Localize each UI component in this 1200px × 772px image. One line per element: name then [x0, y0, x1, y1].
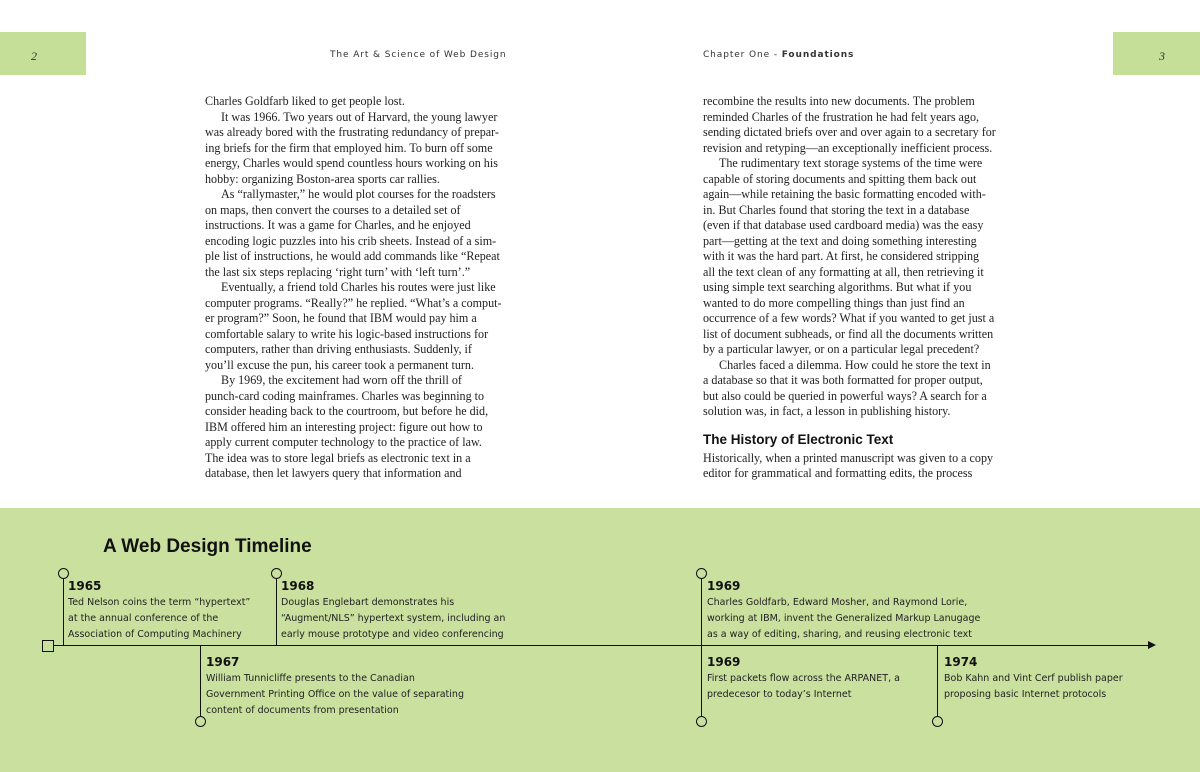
text-line: hobby: organizing Boston-area sports car rallies. [205, 171, 440, 186]
event-year: 1969 [707, 579, 741, 593]
timeline-stem [937, 646, 938, 716]
text-line: consider heading back to the courtroom, but before he did, [205, 404, 489, 418]
text-line: Historically, when a printed manuscript was given to a copy [703, 450, 994, 465]
timeline-start-square-icon [42, 640, 54, 652]
text-line: you’ll excuse the pun, his career took a permanent turn. [205, 357, 474, 372]
event-line: Charles Goldfarb, Edward Mosher, and Raymond Lorie, [707, 597, 968, 608]
event-line: First packets flow across the ARPANET, a [707, 673, 900, 684]
page-number-left: 2 [31, 49, 37, 63]
text-line: ing briefs for the firm that employed him. To burn off some [205, 140, 493, 155]
event-year: 1974 [944, 655, 978, 669]
event-line: Association of Computing Machinery [68, 629, 242, 640]
text-line: all the text clean of any formatting at all, then retrieving it [703, 264, 984, 279]
timeline-stem [200, 646, 201, 716]
text-line: (even if that database used cardboard media) was the easy [703, 218, 984, 232]
text-line: but also could be queried in powerful ways? A search for a [703, 388, 987, 403]
text-line: Charles faced a dilemma. How could he store the text in [719, 357, 991, 372]
event-line: Bob Kahn and Vint Cerf publish paper [944, 673, 1123, 684]
event-year: 1968 [281, 579, 315, 593]
timeline-event-1968 [281, 578, 505, 643]
text-line: computers, rather than driving enthusiasts. Suddenly, if [205, 342, 472, 356]
text-line: The idea was to store legal briefs as electronic text in a [205, 450, 471, 465]
text-line: the last six steps replacing ‘right turn’ with ‘left turn’.” [205, 264, 471, 279]
event-line: William Tunnicliffe presents to the Canadian [206, 673, 415, 684]
text-line: on maps, then convert the courses to a detailed set of [205, 202, 461, 217]
text-line: computer programs. “Really?” he replied. “What’s a comput- [205, 295, 502, 310]
text-line: capable of storing documents and spitting them back out [703, 171, 977, 186]
text-line: instructions. It was a game for Charles, and he enjoyed [205, 218, 471, 232]
text-line: was already bored with the frustrating redundancy of prepar- [205, 125, 499, 139]
text-line: It was 1966. Two years out of Harvard, the young lawyer [221, 109, 498, 124]
timeline-event-1969-arpanet [707, 654, 900, 703]
page-tab-left [0, 32, 86, 75]
text-line: sending dictated briefs over and over again to a secretary for [703, 125, 996, 139]
text-line: Charles Goldfarb liked to get people lost. [205, 94, 405, 108]
timeline-event-1965 [68, 578, 250, 643]
text-line: IBM offered him an interesting project: figure out how to [205, 419, 483, 434]
running-head-chapter: Chapter One - [703, 50, 782, 60]
page-tab-right [1113, 32, 1200, 75]
timeline-marker-icon [696, 568, 707, 579]
text-line: in. But Charles found that storing the text in a database [703, 202, 970, 217]
text-line: comfortable salary to write his logic-based instructions for [205, 326, 489, 341]
event-line: at the annual conference of the [68, 613, 219, 624]
event-line: Ted Nelson coins the term “hypertext” [68, 597, 251, 608]
event-line: content of documents from presentation [206, 705, 399, 716]
timeline-marker-icon [195, 716, 206, 727]
event-line: as a way of editing, sharing, and reusing electronic text [707, 629, 972, 640]
running-head-section: Foundations [781, 50, 855, 60]
text-line: Eventually, a friend told Charles his routes were just like [221, 280, 496, 294]
event-line: early mouse prototype and video conferencing [281, 629, 504, 640]
text-line: By 1969, the excitement had worn off the thrill of [221, 373, 462, 387]
text-line: recombine the results into new documents. The problem [703, 94, 975, 108]
timeline-arrow-icon [1148, 641, 1156, 649]
text-line: punch-card coding mainframes. Charles was beginning to [205, 388, 485, 403]
text-line: by a particular lawyer, or on a particular legal precedent? [703, 342, 980, 356]
text-line: revision and retyping—an exceptionally inefficient process. [703, 140, 993, 155]
timeline-stem [701, 646, 702, 716]
timeline-stem [701, 579, 702, 645]
text-line: energy, Charles would spend countless hours working on his [205, 156, 498, 170]
right-body-column [703, 94, 1003, 482]
event-line: working at IBM, invent the Generalized Markup Lanugage [707, 613, 981, 624]
page-number-right: 3 [1159, 49, 1165, 63]
running-head-right [703, 50, 854, 60]
text-line: again—while retaining the basic formatting encoded with- [703, 187, 986, 201]
event-year: 1969 [707, 655, 741, 669]
timeline-event-1974 [944, 654, 1123, 703]
timeline-event-1969-gml [707, 578, 980, 643]
left-body-column [205, 94, 501, 482]
timeline-stem [63, 579, 64, 645]
text-line: with it was the hard part. At first, he considered stripping [703, 249, 980, 263]
text-line: database, then let lawyers query that information and [205, 466, 462, 480]
event-line: Government Printing Office on the value of separating [206, 689, 464, 700]
text-line: ple list of instructions, he would add commands like “Repeat [205, 249, 500, 263]
event-line: “Augment/NLS” hypertext system, including an [281, 613, 506, 624]
text-line: er program?” Soon, he found that IBM would pay him a [205, 311, 477, 325]
running-head-left: The Art & Science of Web Design [330, 50, 507, 60]
text-line: part—getting at the text and doing something interesting [703, 233, 977, 248]
text-line: editor for grammatical and formatting edits, the process [703, 466, 973, 480]
timeline-event-1967 [206, 654, 464, 719]
text-line: encoding logic puzzles into his crib sheets. Instead of a sim- [205, 233, 497, 248]
section-subhead: The History of Electronic Text [703, 431, 894, 447]
text-line: reminded Charles of the frustration he had felt years ago, [703, 109, 980, 124]
event-year: 1965 [68, 579, 102, 593]
text-line: a database so that it was both formatted for proper output, [703, 373, 983, 387]
event-line: predecesor to today’s Internet [707, 689, 852, 700]
text-line: apply current computer technology to the practice of law. [205, 435, 482, 449]
timeline-marker-icon [696, 716, 707, 727]
event-line: Douglas Englebart demonstrates his [281, 597, 455, 608]
timeline-axis [53, 645, 1150, 646]
text-line: using simple text searching algorithms. But what if you [703, 280, 972, 294]
text-line: wanted to do more compelling things than just find an [703, 295, 965, 310]
text-line: solution was, in fact, a lesson in publishing history. [703, 404, 951, 418]
text-line: As “rallymaster,” he would plot courses for the roadsters [221, 187, 496, 201]
text-line: list of document subheads, or find all the documents written [703, 326, 994, 341]
event-line: proposing basic Internet protocols [944, 689, 1107, 700]
timeline-marker-icon [932, 716, 943, 727]
timeline-stem [276, 579, 277, 645]
text-line: occurrence of a few words? What if you wanted to get just a [703, 311, 995, 325]
timeline-title: A Web Design Timeline [103, 536, 312, 557]
text-line: The rudimentary text storage systems of the time were [719, 156, 983, 170]
event-year: 1967 [206, 655, 240, 669]
